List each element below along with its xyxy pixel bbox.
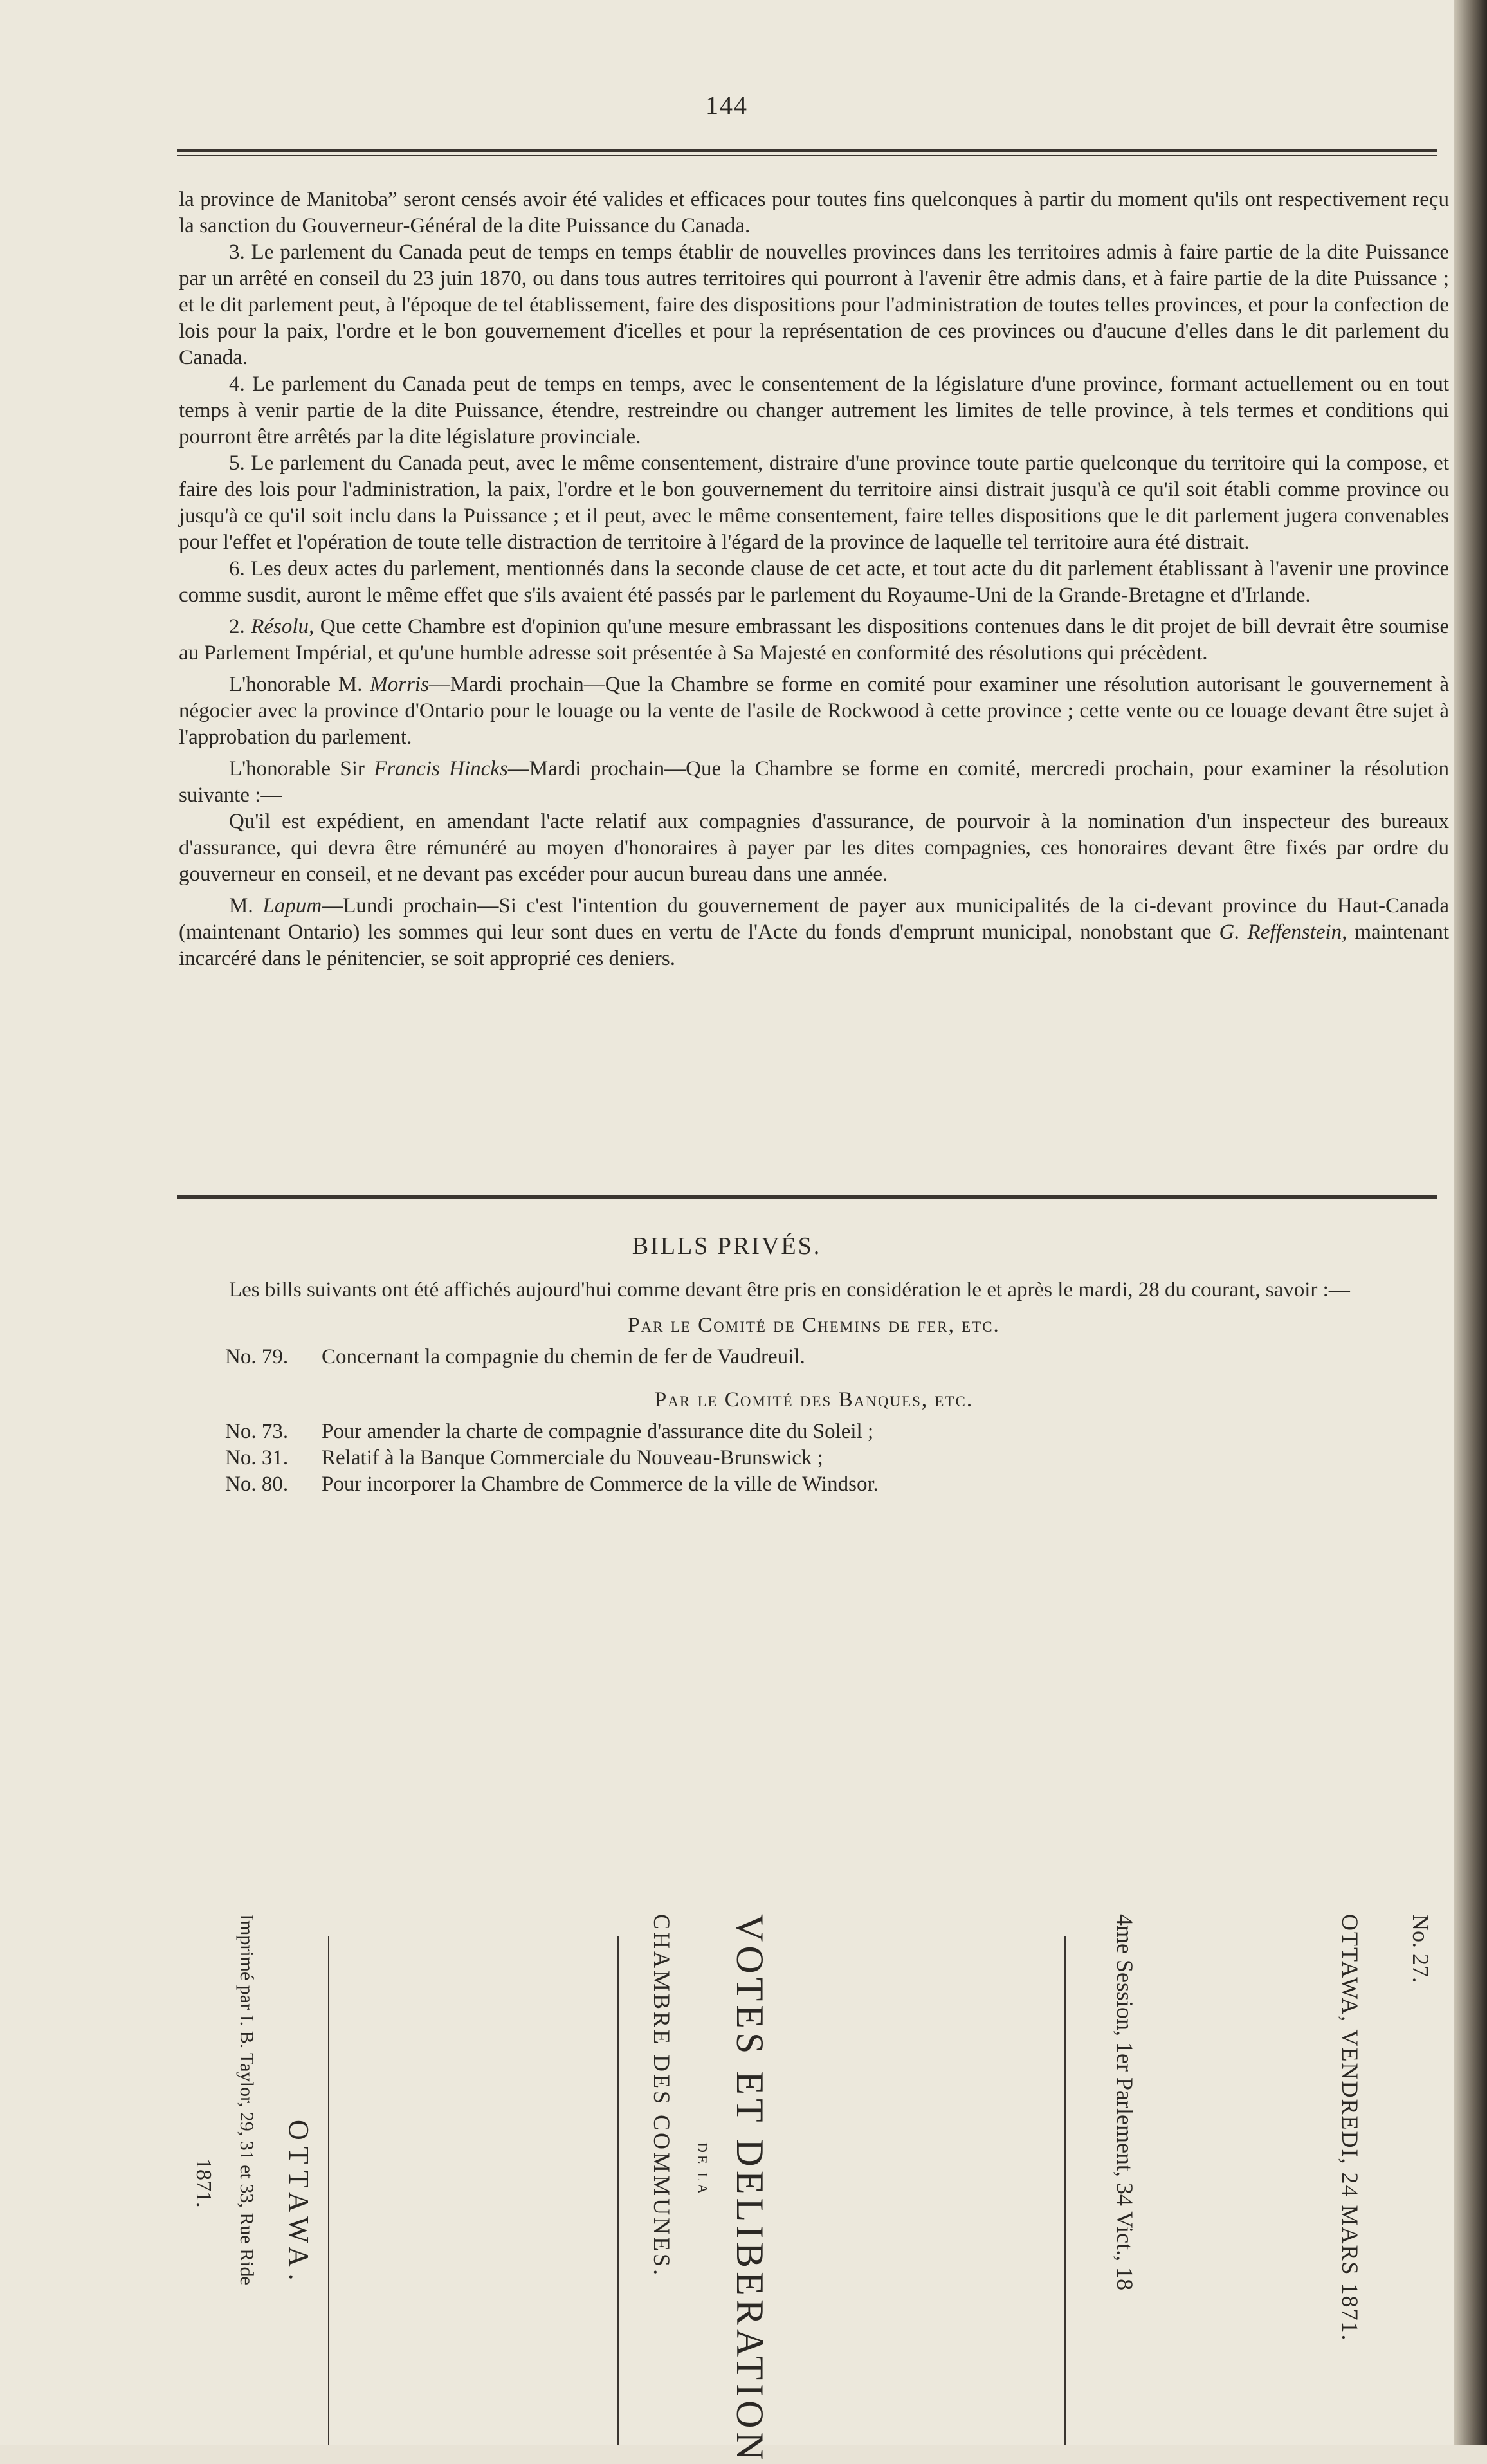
spine-rule xyxy=(328,1936,329,2445)
committee-heading: Par le Comité des Banques, etc. xyxy=(654,1388,974,1411)
paragraph: la province de Manitoba” seront censés avoir été valides et efficaces pour toutes fins quelconques à partir du moment qu'ils ont respectivement reçu la sanction du Gouverneur-Général de la dite Puissance du Canada. xyxy=(179,188,1449,237)
spine-rule xyxy=(617,1936,619,2445)
header-rule xyxy=(177,149,1437,156)
resolutions-text xyxy=(179,187,1449,972)
notice-of-motion: M. Lapum—Lundi prochain—Si c'est l'intention du gouvernement de payer aux municipalités de la ci-devant province du Haut-Canada (maintenant Ontario) les sommes qui leur sont dues en vertu de l'Acte du fonds d'emprunt municipal, nonobstant que G. Reffenstein, maintenant incarcéré dans le pénitencier, se soit approprié ces deniers. xyxy=(179,894,1450,970)
page-number: 144 xyxy=(706,91,748,120)
bill-entry: No. 80. Pour incorporer la Chambre de Commerce de la ville de Windsor. xyxy=(225,1473,879,1496)
paragraph: 6. Les deux actes du parlement, mentionnés dans la seconde clause de cet acte, et tout acte du dit parlement établissant à l'avenir une province comme susdit, auront le même effet que s'ils avaient été passés par le parlement du Royaume-Uni de la Grande-Bretagne et d'Irlande. xyxy=(179,557,1449,607)
bill-entry: No. 31. Relatif à la Banque Commerciale du Nouveau-Brunswick ; xyxy=(225,1446,823,1469)
paragraph: Qu'il est expédient, en amendant l'acte relatif aux compagnies d'assurance, de pourvoir à la nomination d'un inspecteur des bureaux d'assurance, qui devra être rémunéré au moyen d'honoraires à payer par les dites compagnies, ces honoraires devant être fixés par ordre du gouverneur en conseil, et ne devant pas excéder pour aucun bureau dans une année. xyxy=(179,810,1449,886)
section-rule xyxy=(177,1195,1437,1199)
paragraph: 2. Résolu, Que cette Chambre est d'opinion qu'une mesure embrassant les dispositions contenues dans le dit projet de bill devrait être soumise au Parlement Impérial, et qu'une humble adresse soit présentée à Sa Majesté en conformité des résolutions qui précèdent. xyxy=(179,615,1449,665)
notice-of-motion: L'honorable M. Morris—Mardi prochain—Que la Chambre se forme en comité pour examiner une résolution autorisant le gouvernement à négocier avec la province d'Ontario pour le louage ou la vente de l'asile de Rockwood à cette province ; cette vente ou ce louage devant être sujet à l'approbation du parlement. xyxy=(179,673,1450,749)
bills-intro: Les bills suivants ont été affichés aujourd'hui comme devant être pris en considération le et après le mardi, 28 du courant, savoir :— xyxy=(229,1278,1350,1301)
bill-entry: No. 79. Concernant la compagnie du chemin de fer de Vaudreuil. xyxy=(225,1345,805,1368)
paragraph: 3. Le parlement du Canada peut de temps en temps établir de nouvelles provinces dans les territoires admis à faire partie de la dite Puissance par un arrêté en conseil du 23 juin 1870, ou dans tous autres territoires qui pourront à l'avenir être admis dans, et à faire partie de la dite Puissance ; et le dit parlement peut, à l'époque de tel établissement, faire des dispositions pour l'administration de toutes telles provinces, et pour la confection de lois pour la paix, l'ordre et le bon gouvernement d'icelles et pour la représentation de ces provinces ou d'aucune d'elles dans le dit parlement du Canada. xyxy=(179,241,1449,369)
committee-heading: Par le Comité de Chemins de fer, etc. xyxy=(628,1314,1000,1337)
paragraph: 4. Le parlement du Canada peut de temps en temps, avec le consentement de la législature d'une province, formant actuellement ou en tout temps à venir partie de la dite Puissance, étendre, restreindre ou changer autrement les limites de telle province, à tels termes et conditions qui pourront être arrêtés par la dite législature provinciale. xyxy=(179,372,1449,448)
section-title: BILLS PRIVÉS. xyxy=(632,1233,822,1260)
document-page: 144 la province de Manitoba” seront censés avoir été valides et efficaces pour toutes fins quelconques à partir du moment qu'ils ont respectivement reçu la sanction du Gouverneur-Général de la dite Puissance du Canada. 3. Le parlement du Canada peut de temps en temps établir de nouvelles provinces dans les territoires admis à faire partie de la dite Puissance par un arrêté en conseil du 23 juin 1870, ou dans tous autres territoires qui pourront à l'avenir être admis dans, et à faire partie de la dite Puissance ; et le dit parlement peut, à l'époque de tel établissement, faire des dispositions pour l'administration de toutes telles provinces, et pour la confection de lois pour la paix, l'ordre et le bon gouvernement d'icelles et pour la représentation de ces provinces ou d'aucune d'elles dans le dit parlement du Canada. 4. Le parlement du Canada peut de temps en temps, avec le consentement de la législature d'une province, formant actuellement ou en tout temps à venir partie de la dite Puissance, étendre, restreindre ou changer autrement les limites de telle province, à tels termes et conditions qui pourront être arrêtés par la dite législature provinciale. 5. Le parlement du Canada peut, avec le même consentement, distraire d'une province toute partie quelconque du territoire qui la compose, et faire des lois pour l'administration, la paix, l'ordre et le bon gouvernement du territoire ainsi distrait jusqu'à ce qu'il soit établi comme province ou jusqu'à ce qu'il soit inclu dans la Puissance ; et il peut, avec le même consentement, faire telles dispositions que le dit parlement jugera convenables pour l'effet et l'opération de toute telle distraction de territoire à l'égard de la province de laquelle tel territoire aura été distrait. 6. Les deux actes du parlement, mentionnés dans la seconde clause de cet acte, et tout acte du dit parlement établissant à l'avenir une province comme susdit, auront le même effet que s'ils avaient été passés par le parlement du Royaume-Uni de la Grande-Bretagne et d'Irlande. 2. Résolu, Que cette Chambre est d'opinion qu'une mesure embrassant les dispositions contenues dans le dit projet de bill devrait être soumise au Parlement Impérial, et qu'une humble adresse soit présentée à Sa Majesté en conformité des résolutions qui précèdent. L'honorable M. Morris—Mardi prochain—Que la Chambre se forme en comité pour examiner une résolution autorisant le gouvernement à négocier avec la province d'Ontario pour le louage ou la vente de l'asile de Rockwood à cette province ; cette vente ou ce louage devant être sujet à l'approbation du parlement. L'honorable Sir Francis Hincks—Mardi prochain—Que la Chambre se forme en comité, mercredi prochain, pour examiner la résolution suivante :— Qu'il est expédient, en amendant l'acte relatif aux compagnies d'assurance, de pourvoir à la nomination d'un inspecteur des bureaux d'assurance, qui devra être rémunéré au moyen d'honoraires à payer par les dites compagnies, ces honoraires devant être fixés par ordre du gouverneur en conseil, et ne devant pas excéder pour aucun bureau dans une année. M. Lapum—Lundi prochain—Si c'est l'intention du gouvernement de payer aux municipalités de la ci-devant province du Haut-Canada (maintenant Ontario) les sommes qui leur sont dues en vertu de l'Acte du fonds d'emprunt municipal, nonobstant que G. Reffenstein, maintenant incarcéré dans le pénitencier, se soit approprié ces deniers. BILLS PRIVÉS. Les bills suivants ont été affichés aujourd'hui comme devant être pris en considération le et après le mardi, 28 du courant, savoir :— Par le Comité de Chemins de fer, etc. No. 79. Concernant la compagnie du chemin de fer de Vaudreuil. Par le Comité des Banques, etc. No. 73. Pour amender la charte de compagnie d'assurance dite du Soleil ; No. 31. Relatif à la Banque Commerciale du Nouveau-Brunswick ; No. 80. Pour incorporer la Chambre de Commerce de la ville de Windsor. No. 27. OTTAWA, VENDREDI, 24 MARS 1871. 4me Session, 1er Parlement, 34 Vict., 18 VOTES ET DELIBERATION DE LA CHAMBRE DES COMMUNES. OTTAWA. Imprimé par I. B. Taylor, 29, 31 et 33, Rue Ride 1871. xyxy=(0,0,1454,2445)
paragraph: 5. Le parlement du Canada peut, avec le même consentement, distraire d'une province toute partie quelconque du territoire qui la compose, et faire des lois pour l'administration, la paix, l'ordre et le bon gouvernement du territoire ainsi distrait jusqu'à ce qu'il soit établi comme province ou jusqu'à ce qu'il soit inclu dans la Puissance ; et il peut, avec le même consentement, faire telles dispositions que le dit parlement jugera convenables pour l'effet et l'opération de toute telle distraction de territoire à l'égard de la province de laquelle tel territoire aura été distrait. xyxy=(179,452,1449,554)
bill-entry: No. 73. Pour amender la charte de compagnie d'assurance dite du Soleil ; xyxy=(225,1420,874,1443)
page-edge xyxy=(1454,0,1487,2445)
spine-rule xyxy=(1064,1936,1066,2445)
notice-of-motion: L'honorable Sir Francis Hincks—Mardi prochain—Que la Chambre se forme en comité, mercredi prochain, pour examiner la résolution suivante :— xyxy=(179,757,1450,807)
bills-section xyxy=(179,1277,1449,1498)
